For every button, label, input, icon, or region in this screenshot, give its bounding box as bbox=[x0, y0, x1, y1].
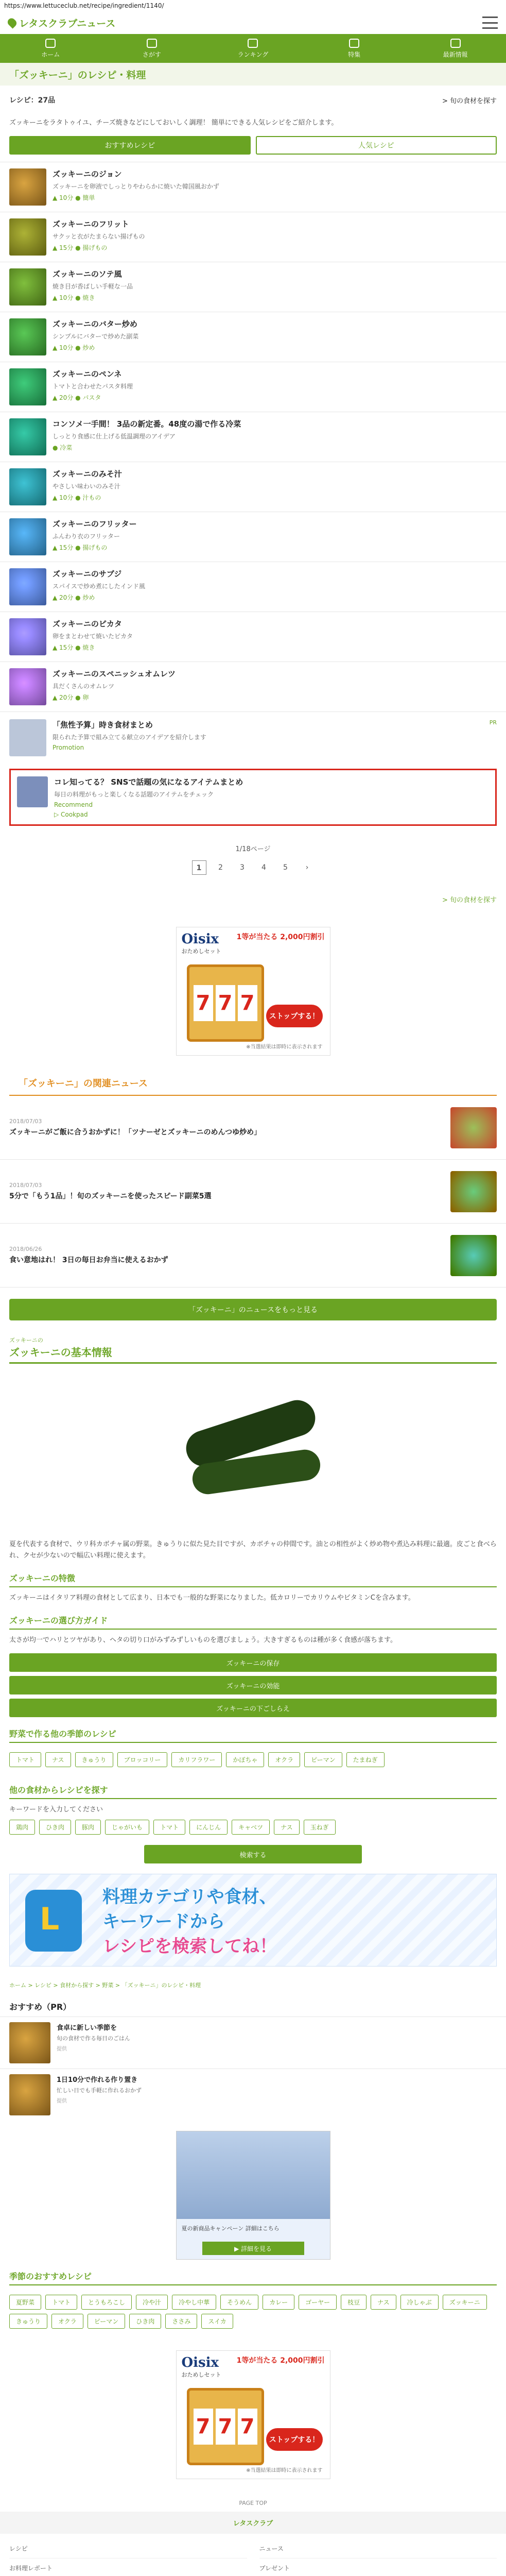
news-item[interactable] bbox=[0, 1224, 506, 1287]
seasonal-heading: 季節のおすすめレシピ bbox=[9, 2270, 497, 2285]
info-paragraph: 夏を代表する食材で、ウリ科カボチャ属の野菜。きゅうりに似た見た目ですが、カボチャの仲間です。油との相性がよく炒め物や煮込み料理に最適。皮ごと食べられ、クセが少ないので幅広い料理に使えます。 bbox=[9, 1540, 497, 1560]
recipe-item[interactable] bbox=[0, 462, 506, 512]
article-source: Recommend bbox=[54, 801, 93, 808]
recipe-tags: ▲ 15分 ● 揚げもの bbox=[53, 544, 108, 551]
highlighted-article[interactable] bbox=[9, 769, 497, 826]
news-text bbox=[9, 1118, 261, 1137]
seasonal-chip[interactable]: 夏野菜 bbox=[9, 2295, 41, 2310]
lead-text: ズッキーニをラタトゥイユ、チーズ焼きなどにしておいしく調理！ 簡単にできる人気レシピをご紹介します。 bbox=[9, 119, 338, 127]
recipe-list bbox=[0, 162, 506, 711]
ingredient-chip[interactable]: 豚肉 bbox=[75, 1820, 101, 1835]
ad-sub: おためしセット bbox=[181, 948, 221, 955]
seasonal-chip[interactable]: 枝豆 bbox=[341, 2295, 367, 2310]
news-date: 2018/07/03 bbox=[9, 1182, 42, 1189]
zucchini-image bbox=[184, 1384, 323, 1518]
recipe-meta bbox=[53, 418, 497, 455]
recipe-item[interactable] bbox=[0, 612, 506, 662]
ad-prize: 1等が当たる 2,000円割引 bbox=[236, 933, 325, 941]
feature-text: ズッキーニはイタリア料理の食材として広まり、日本でも一般的な野菜になりました。低カロリーでカリウムやビタミンCを含みます。 bbox=[9, 1594, 415, 1602]
recipe-desc: トマトと合わせたパスタ料理 bbox=[53, 383, 133, 390]
info-heading bbox=[0, 1336, 506, 1364]
recipe-meta bbox=[53, 518, 497, 555]
display-ad[interactable] bbox=[176, 2131, 330, 2260]
search-heading: 他の食材からレシピを探す bbox=[9, 1784, 497, 1799]
search-button[interactable]: 検索する bbox=[144, 1845, 362, 1863]
news-icon bbox=[450, 39, 461, 48]
recipe-thumb bbox=[9, 618, 46, 655]
season-heading: 野菜で作る他の季節のレシピ bbox=[9, 1727, 497, 1743]
footer-link[interactable]: ニュース bbox=[259, 2539, 497, 2558]
footer-link[interactable]: お料理レポート bbox=[9, 2558, 247, 2576]
brand-name: レタスクラブニュース bbox=[19, 18, 116, 29]
pr-label: PR bbox=[489, 719, 497, 726]
menu-icon[interactable] bbox=[482, 16, 498, 29]
article-link[interactable]: ▷ Cookpad bbox=[54, 811, 88, 818]
nav-home[interactable]: ホーム bbox=[0, 34, 101, 63]
promo-desc: 限られた予算で組み立てる献立のアイデアを紹介します bbox=[53, 734, 206, 741]
recipe-desc: スパイスで炒め煮にしたインド風 bbox=[53, 583, 145, 590]
footer-links bbox=[0, 2534, 506, 2576]
season-chip[interactable]: ピーマン bbox=[304, 1752, 342, 1767]
season-chip[interactable]: トマト bbox=[9, 1752, 41, 1767]
recipe-thumb bbox=[9, 418, 46, 455]
seasonal-chip[interactable]: ズッキーニ bbox=[443, 2295, 487, 2310]
ingredient-chip[interactable]: ナス bbox=[274, 1820, 300, 1835]
recipe-title: ズッキーニのフリット bbox=[53, 219, 129, 229]
ingredient-chip[interactable]: にんじん bbox=[189, 1820, 228, 1835]
seasonal-chip[interactable]: 冷しゃぶ bbox=[400, 2295, 439, 2310]
tab-recommended[interactable]: おすすめレシピ bbox=[9, 136, 251, 155]
recipe-count: レシピ：27品 bbox=[9, 96, 56, 105]
recipe-desc: やさしい味わいのみそ汁 bbox=[53, 483, 121, 490]
ingredient-chip[interactable]: じゃがいも bbox=[105, 1820, 149, 1835]
recipe-thumb bbox=[9, 568, 46, 605]
brand-logo[interactable] bbox=[8, 16, 115, 30]
recipe-title: ズッキーニのスペニッシュオムレツ bbox=[53, 669, 176, 679]
recipe-meta bbox=[53, 368, 497, 405]
news-list bbox=[0, 1096, 506, 1287]
recipe-thumb bbox=[9, 468, 46, 505]
news-title: ズッキーニがご飯に合うおかずに！「ツナーゼとズッキーニのめんつゆ炒め」 bbox=[9, 1128, 261, 1137]
promo-thumb bbox=[9, 719, 46, 756]
seasonal-chip[interactable]: ピーマン bbox=[88, 2314, 126, 2329]
nav-feature[interactable]: 特集 bbox=[304, 34, 405, 63]
recipe-thumb bbox=[9, 168, 46, 206]
footer-link[interactable]: レシピ bbox=[9, 2539, 247, 2558]
recipe-thumb bbox=[9, 218, 46, 256]
pagination bbox=[0, 831, 506, 887]
star-icon bbox=[349, 39, 359, 48]
page-indicator: 1/18ページ bbox=[235, 845, 271, 853]
footer-heading: レタスクラブ bbox=[0, 2512, 506, 2534]
news-text bbox=[9, 1182, 212, 1201]
recipe-tags: ▲ 20分 ● パスタ bbox=[53, 394, 101, 401]
seasonal-link[interactable]: > 旬の食材を探す bbox=[442, 97, 497, 105]
recipe-search-banner[interactable] bbox=[9, 1874, 497, 1967]
seasonal-chip[interactable]: 冷や汁 bbox=[136, 2295, 168, 2310]
banner-line-3: レシピを検索してね！ bbox=[102, 1936, 277, 1957]
recipe-meta bbox=[53, 168, 497, 206]
recipe-item[interactable] bbox=[0, 212, 506, 262]
oisix-ad-2[interactable]: Oisix おためしセット 1等が当たる 2,000円割引 7 7 7 ストップする！ ※当選結果は即時に表示されます bbox=[176, 2350, 330, 2479]
feature-heading: ズッキーニの特徴 bbox=[9, 1572, 497, 1587]
info-sub: ズッキーニの bbox=[9, 1337, 43, 1344]
recommend-item[interactable]: 食卓に新しい季節を 旬の食材で作る毎日のごはん 提供 bbox=[0, 2016, 506, 2069]
seasonal-chip[interactable]: オクラ bbox=[51, 2314, 83, 2329]
seasonal-chips bbox=[0, 2291, 506, 2335]
logo-pin-icon bbox=[6, 16, 18, 28]
recipe-item[interactable] bbox=[0, 262, 506, 312]
recipe-thumb bbox=[9, 268, 46, 306]
news-thumb bbox=[450, 1171, 497, 1212]
selection-heading: ズッキーニの選び方ガイド bbox=[9, 1614, 497, 1630]
news-text bbox=[9, 1246, 168, 1265]
recipe-item[interactable] bbox=[0, 362, 506, 412]
search-hint: キーワードを入力してください bbox=[9, 1806, 103, 1814]
site-header bbox=[0, 11, 506, 34]
recipe-title: ズッキーニのフリッター bbox=[53, 519, 137, 529]
page-2[interactable]: 2 bbox=[218, 863, 223, 872]
info-title: ズッキーニの基本情報 bbox=[9, 1344, 497, 1364]
ingredient-chip[interactable]: ひき肉 bbox=[39, 1820, 71, 1835]
season-chip[interactable]: かぼちゃ bbox=[226, 1752, 264, 1767]
recipe-thumb bbox=[9, 368, 46, 405]
recipe-desc: サクッと衣がたまらない揚げもの bbox=[53, 233, 145, 240]
recipe-desc: ふんわり衣のフリッター bbox=[53, 533, 120, 540]
nav-latest[interactable]: 最新情報 bbox=[405, 34, 506, 63]
news-thumb bbox=[450, 1107, 497, 1148]
title-bar bbox=[0, 63, 506, 86]
main-nav bbox=[0, 34, 506, 63]
recipe-desc: しっとり食感に仕上げる低温調理のアイデア bbox=[53, 433, 176, 440]
recipe-tags: ▲ 15分 ● 焼き bbox=[53, 644, 95, 651]
news-title: 食い意地はれ！ 3日の毎日お弁当に使えるおかず bbox=[9, 1256, 168, 1264]
recipe-meta bbox=[53, 318, 497, 355]
recipe-desc: ズッキーニを卵液でしっとりやわらかに焼いた韓国風おかず bbox=[53, 183, 219, 190]
recipe-meta bbox=[53, 568, 497, 605]
news-thumb bbox=[450, 1235, 497, 1276]
nav-ranking[interactable]: ランキング bbox=[202, 34, 304, 63]
news-heading: 「ズッキーニ」の関連ニュース bbox=[9, 1071, 497, 1096]
tabs bbox=[0, 136, 506, 162]
recommend-heading: おすすめ（PR） bbox=[9, 2002, 72, 2012]
recommend-thumb bbox=[9, 2074, 50, 2115]
recommend-item[interactable]: 1日10分で作れる作り置き 忙しい日でも手軽に作れるおかず 提供 bbox=[0, 2069, 506, 2121]
search-icon bbox=[147, 39, 157, 48]
ad-note: ※当選結果は即時に表示されます bbox=[246, 1044, 323, 1050]
recipe-item[interactable] bbox=[0, 412, 506, 462]
page-title: 「ズッキーニ」のレシピ・料理 bbox=[9, 69, 146, 81]
ingredient-chip[interactable]: 玉ねぎ bbox=[304, 1820, 336, 1835]
seasonal-chip[interactable]: ナス bbox=[371, 2295, 396, 2310]
seasonal-chip[interactable]: そうめん bbox=[220, 2295, 258, 2310]
search-chips bbox=[0, 1816, 506, 1841]
recipe-tags: ▲ 20分 ● 炒め bbox=[53, 594, 95, 601]
storage-button[interactable]: ズッキーニの保存 bbox=[9, 1653, 497, 1672]
news-item[interactable] bbox=[0, 1096, 506, 1160]
page-top-link[interactable]: PAGE TOP bbox=[239, 2500, 267, 2506]
crown-icon bbox=[248, 39, 258, 48]
recipe-title: ズッキーニのペンネ bbox=[53, 369, 122, 379]
news-title: 5分で「もう1品」！旬のズッキーニを使ったスピード副菜5選 bbox=[9, 1192, 212, 1200]
news-date: 2018/06/26 bbox=[9, 1246, 42, 1252]
recipe-meta bbox=[53, 618, 497, 655]
recipe-item[interactable] bbox=[0, 562, 506, 612]
season-chip[interactable]: オクラ bbox=[268, 1752, 300, 1767]
article-thumb bbox=[17, 776, 48, 807]
recipe-thumb bbox=[9, 518, 46, 555]
recipe-title: ズッキーニのバター炒め bbox=[53, 319, 137, 329]
recipe-title: ズッキーニのサブジ bbox=[53, 569, 122, 579]
recipe-item[interactable] bbox=[0, 512, 506, 562]
news-item[interactable] bbox=[0, 1160, 506, 1224]
recipe-tags: ▲ 10分 ● 汁もの bbox=[53, 494, 101, 501]
oisix-ad[interactable] bbox=[176, 927, 330, 1056]
banner-line-1: 料理カテゴリや食材、 bbox=[102, 1887, 277, 1907]
recipe-desc: 焼き目が香ばしい手軽な一品 bbox=[53, 283, 133, 290]
promo-item[interactable] bbox=[0, 711, 506, 764]
ingredient-chip[interactable]: キャベツ bbox=[232, 1820, 270, 1835]
seasonal-chip[interactable]: ささみ bbox=[165, 2314, 197, 2329]
ad-brand: Oisix bbox=[181, 931, 219, 947]
ingredient-chip[interactable]: トマト bbox=[153, 1820, 185, 1835]
promo-tag: Promotion bbox=[53, 744, 84, 751]
article-desc: 毎日の料理がもっと楽しくなる話題のアイテムをチェック bbox=[54, 791, 214, 798]
seasonal-chip[interactable]: ゴーヤー bbox=[299, 2295, 337, 2310]
recipe-desc: 卵をまとわせて焼いたピカタ bbox=[53, 633, 133, 640]
seasonal-chip[interactable]: きゅうり bbox=[9, 2314, 47, 2329]
recipe-meta bbox=[53, 468, 497, 505]
slot-machine-graphic: 7 7 7 bbox=[187, 2388, 264, 2465]
selection-text: 太さが均一でハリとツヤがあり、ヘタの切り口がみずみずしいものを選びましょう。大きすぎるものは種が多く食感が落ちます。 bbox=[9, 1636, 397, 1644]
page-3[interactable]: 3 bbox=[240, 863, 245, 872]
recipe-title: ズッキーニのピカタ bbox=[53, 619, 122, 629]
news-date: 2018/07/03 bbox=[9, 1118, 42, 1125]
seasonal-chip[interactable]: ひき肉 bbox=[129, 2314, 161, 2329]
ad-cta-button[interactable]: ▶ 詳細を見る bbox=[202, 2242, 304, 2255]
slot-machine-graphic: 7 7 7 bbox=[187, 964, 264, 1042]
recipe-meta bbox=[53, 668, 497, 705]
season-chip[interactable]: きゅうり bbox=[75, 1752, 113, 1767]
recipe-thumb bbox=[9, 318, 46, 355]
page-1[interactable]: 1 bbox=[192, 860, 206, 875]
recipe-title: ズッキーニのみそ汁 bbox=[53, 469, 122, 479]
page-5[interactable]: 5 bbox=[283, 863, 288, 872]
recipe-thumb bbox=[9, 668, 46, 705]
recipe-title: コンソメ一手間！ 3品の新定番。48度の湯で作る冷菜 bbox=[53, 419, 241, 429]
promo-title: 「焦性予算」時き食材まとめ bbox=[53, 720, 153, 730]
season-chip[interactable]: ナス bbox=[45, 1752, 71, 1767]
seasonal-chip[interactable]: カレー bbox=[263, 2295, 294, 2310]
recipe-tags: ▲ 10分 ● 炒め bbox=[53, 344, 95, 351]
news-more-button[interactable]: 「ズッキーニ」のニュースをもっと見る bbox=[9, 1299, 497, 1320]
prep-button[interactable]: ズッキーニの下ごしらえ bbox=[9, 1699, 497, 1717]
seasonal-chip[interactable]: とうもろこし bbox=[81, 2295, 132, 2310]
ingredient-chip[interactable]: 鶏肉 bbox=[9, 1820, 35, 1835]
benefits-button[interactable]: ズッキーニの効能 bbox=[9, 1676, 497, 1694]
seasonal-chip[interactable]: スイカ bbox=[201, 2314, 233, 2329]
count-row bbox=[0, 86, 506, 114]
recipe-desc: 具だくさんのオムレツ bbox=[53, 683, 115, 690]
footer-link[interactable]: プレゼント bbox=[259, 2558, 497, 2576]
season-chips bbox=[0, 1748, 506, 1773]
season-chip[interactable]: ブロッコリー bbox=[117, 1752, 168, 1767]
recipe-title: ズッキーニのソテ風 bbox=[53, 269, 122, 279]
recipe-meta bbox=[53, 268, 497, 306]
recipe-item[interactable] bbox=[0, 162, 506, 212]
recipe-tags: ▲ 10分 ● 簡単 bbox=[53, 194, 95, 201]
seasonal-chip[interactable]: トマト bbox=[45, 2295, 77, 2310]
ad-photo bbox=[177, 2131, 330, 2219]
seasonal-link-2[interactable]: > 旬の食材を探す bbox=[442, 896, 497, 904]
page-›[interactable]: › bbox=[305, 863, 309, 872]
recipe-title: ズッキーニのジョン bbox=[53, 170, 122, 179]
lettuce-logo-icon: L bbox=[25, 1890, 82, 1952]
page-4[interactable]: 4 bbox=[261, 863, 266, 872]
article-title: コレ知ってる？ SNSで話題の気になるアイテムまとめ bbox=[54, 777, 243, 787]
recipe-item[interactable] bbox=[0, 312, 506, 362]
banner-line-2: キーワードから bbox=[102, 1911, 225, 1932]
recipe-tags: ▲ 15分 ● 揚げもの bbox=[53, 244, 108, 251]
recipe-meta bbox=[53, 218, 497, 256]
ad-caption: 夏の新商品キャンペーン 詳細はこちら bbox=[181, 2225, 280, 2232]
seasonal-chip[interactable]: 冷やし中華 bbox=[172, 2295, 216, 2310]
recommend-thumb bbox=[9, 2022, 50, 2063]
breadcrumb[interactable]: ホーム > レシピ > 食材から探す > 野菜 > 「ズッキーニ」のレシピ・料理 bbox=[9, 1982, 201, 1989]
season-chip[interactable]: たまねぎ bbox=[346, 1752, 385, 1767]
season-chip[interactable]: カリフラワー bbox=[171, 1752, 222, 1767]
recipe-item[interactable] bbox=[0, 662, 506, 711]
recipe-desc: シンプルにバターで炒めた副菜 bbox=[53, 333, 139, 340]
ad-stop-button[interactable]: ストップする！ bbox=[266, 1005, 323, 1027]
tab-popular[interactable]: 人気レシピ bbox=[256, 136, 497, 155]
ad-stop-button-2[interactable]: ストップする！ bbox=[266, 2428, 323, 2451]
home-icon bbox=[45, 39, 56, 48]
url-bar[interactable]: https://www.lettuceclub.net/recipe/ingredient/1140/ bbox=[4, 2, 164, 9]
recipe-tags: ▲ 20分 ● 卵 bbox=[53, 694, 89, 701]
recipe-tags: ● 冷菜 bbox=[53, 444, 73, 451]
nav-search[interactable]: さがす bbox=[101, 34, 203, 63]
recipe-tags: ▲ 10分 ● 焼き bbox=[53, 294, 95, 301]
